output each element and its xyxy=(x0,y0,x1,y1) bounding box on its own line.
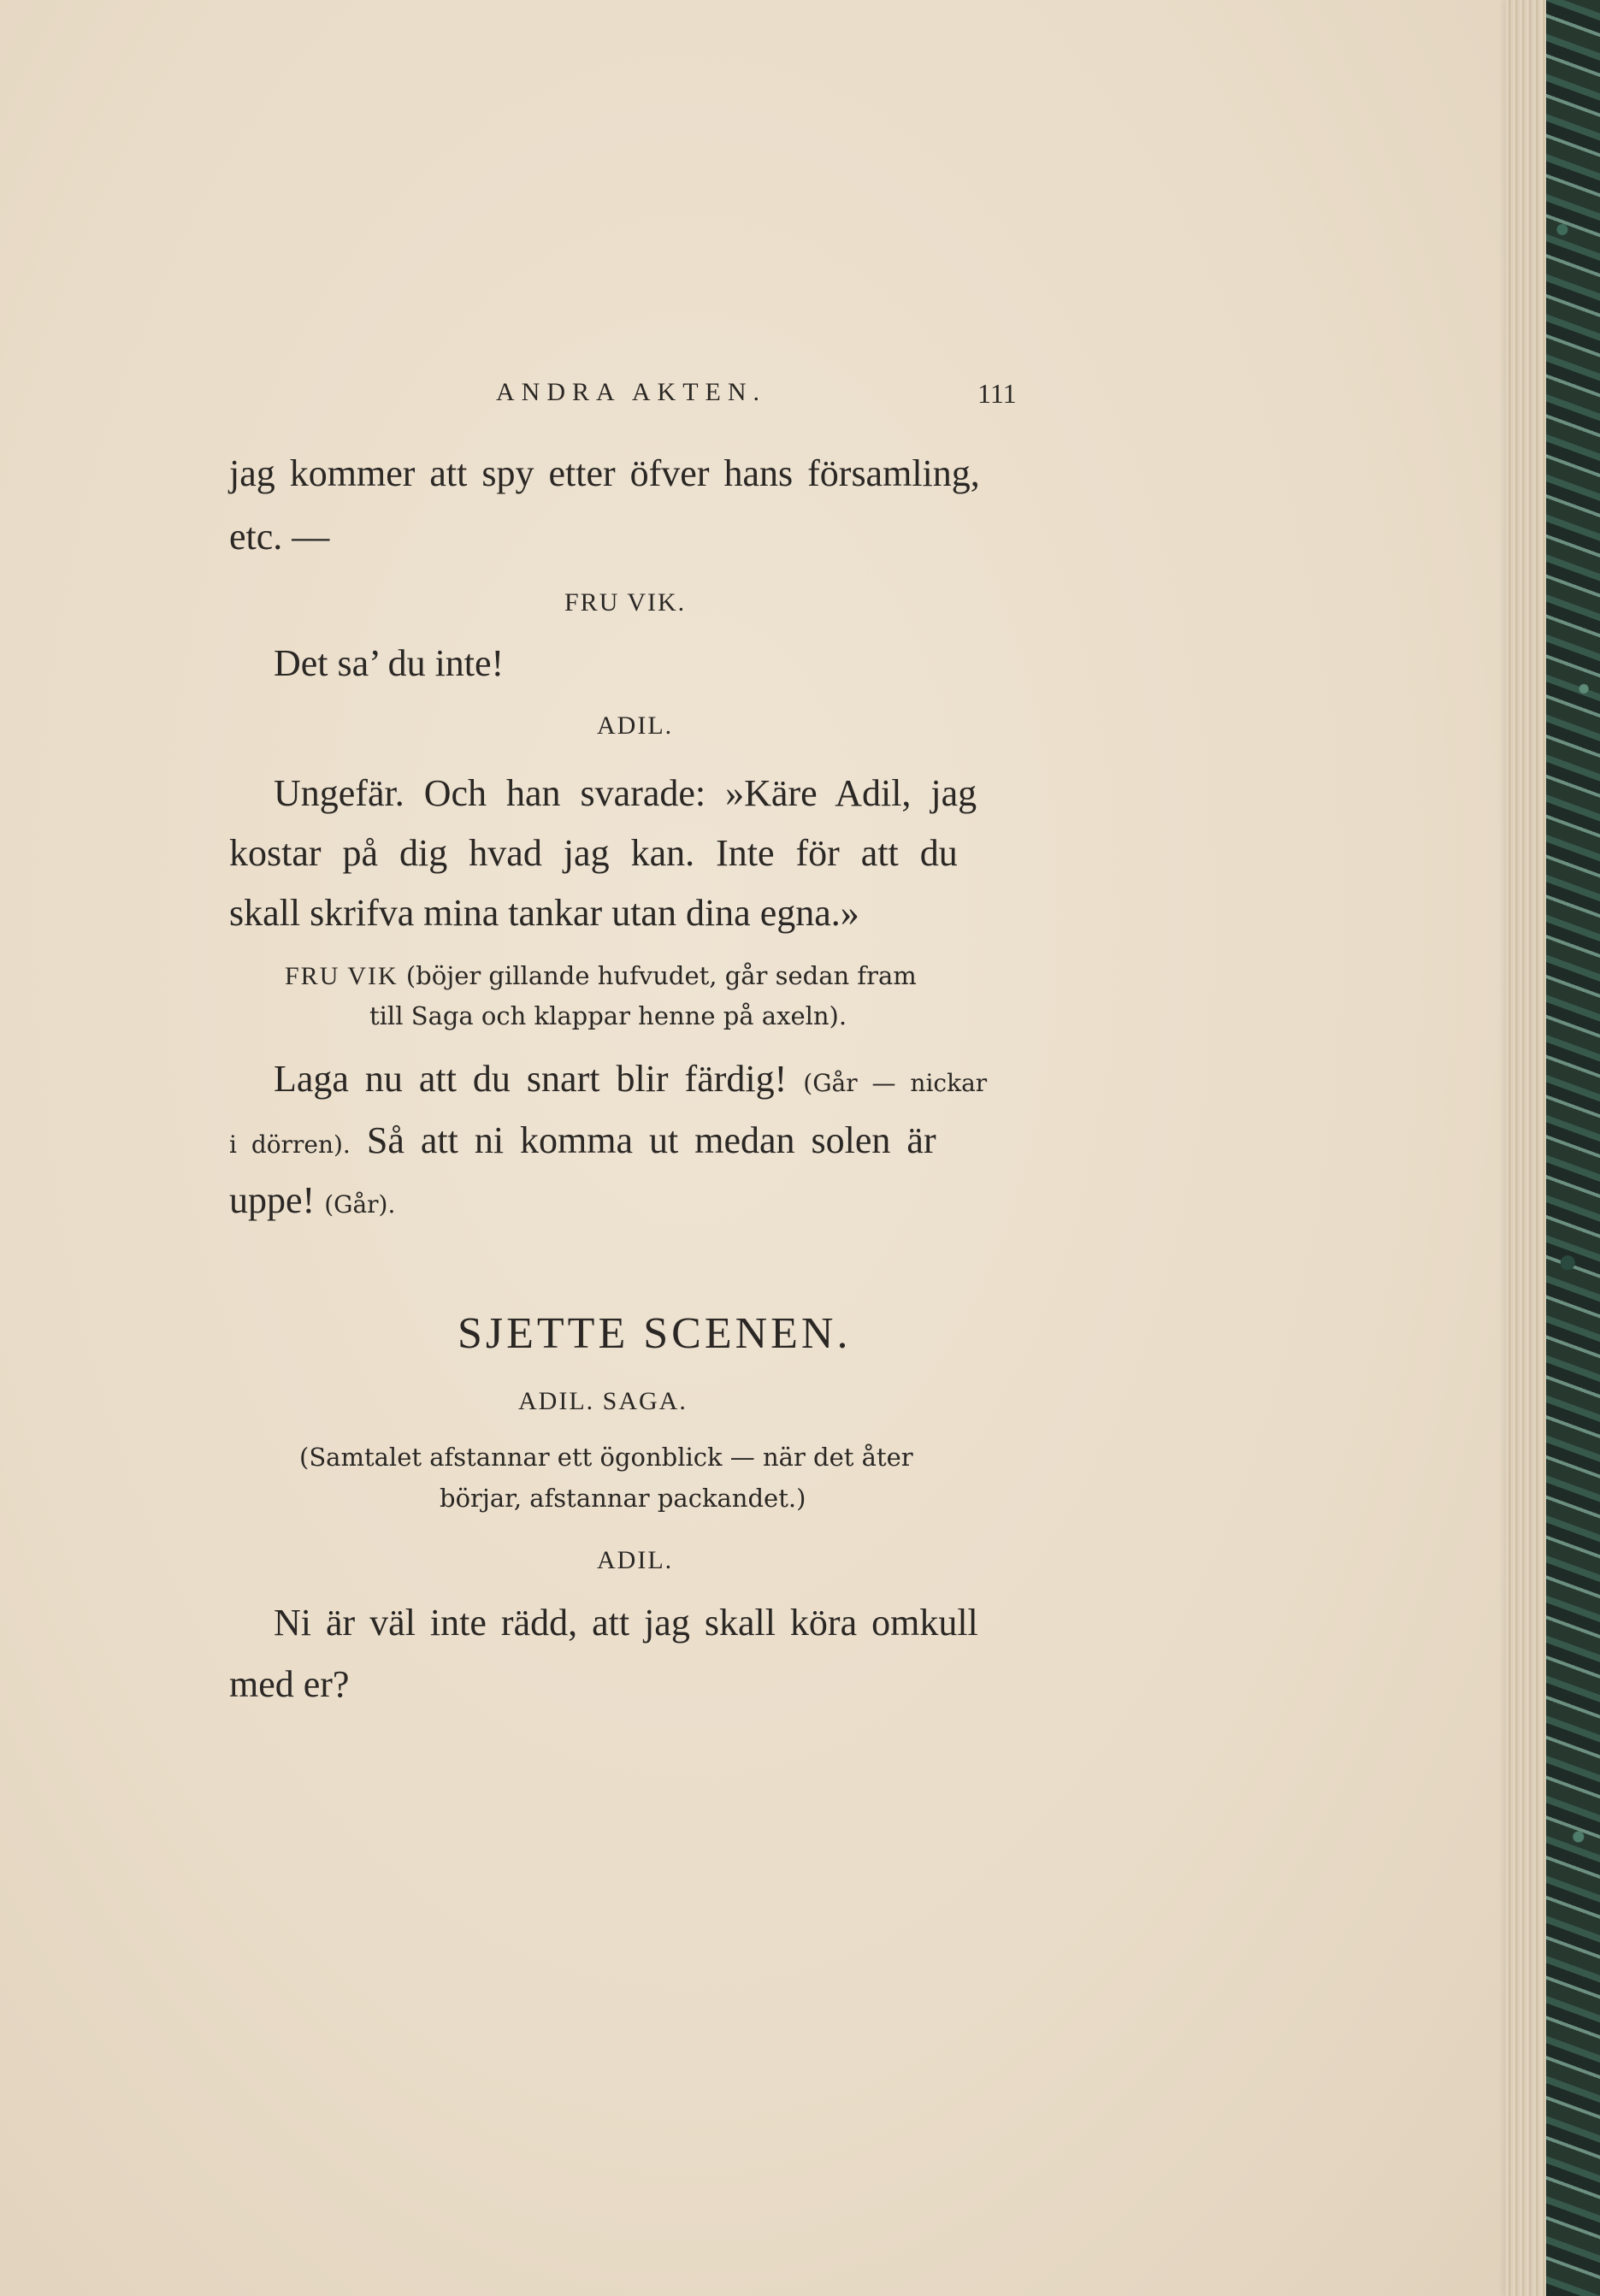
dialogue-text: Så att ni komma ut medan solen är xyxy=(366,1119,936,1161)
text-line: jag kommer att spy etter öfver hans församling, xyxy=(229,452,980,494)
marbled-binding xyxy=(1546,0,1600,2296)
text-line xyxy=(229,1119,936,1161)
page-edge xyxy=(1505,0,1546,2296)
speaker-label: FRU VIK. xyxy=(564,588,687,617)
scene-title: SJETTE SCENEN. xyxy=(458,1309,852,1358)
text-line xyxy=(274,1060,987,1098)
text-line: skall skrifva mina tankar utan dina egna.» xyxy=(229,892,859,934)
stage-direction-text: (böjer gillande hufvudet, går sedan fram xyxy=(405,961,917,990)
text-line: Ungefär. Och han svarade: »Käre Adil, jag xyxy=(274,772,977,814)
text-line: kostar på dig hvad jag kan. Inte för att du xyxy=(229,832,958,874)
stage-direction-text: (Går — nickar xyxy=(803,1069,988,1097)
speaker-label: FRU VIK xyxy=(285,962,399,990)
stage-direction xyxy=(285,961,917,990)
page-number: 111 xyxy=(977,378,1017,409)
stage-direction-text: (Går). xyxy=(324,1190,396,1219)
stage-direction: (Samtalet afstannar ett ögonblick — när det åter xyxy=(299,1443,913,1472)
dialogue-text: uppe! xyxy=(229,1179,316,1221)
text-line: med er? xyxy=(229,1663,350,1705)
text-line xyxy=(229,1179,396,1221)
speaker-label: ADIL. xyxy=(597,1546,674,1574)
text-line: Det sa’ du inte! xyxy=(274,642,505,684)
scene-characters: ADIL. SAGA. xyxy=(518,1387,688,1415)
stage-direction: börjar, afstannar packandet.) xyxy=(440,1484,806,1513)
dialogue-text: Laga nu att du snart blir färdig! xyxy=(274,1058,788,1100)
text-line: etc. — xyxy=(229,516,330,558)
stage-direction-text: i dörren). xyxy=(229,1130,351,1159)
stage-direction: till Saga och klappar henne på axeln). xyxy=(369,1001,847,1030)
text-line: Ni är väl inte rädd, att jag skall köra omkull xyxy=(274,1602,978,1644)
running-head: ANDRA AKTEN. xyxy=(496,378,767,406)
speaker-label: ADIL. xyxy=(597,711,674,740)
